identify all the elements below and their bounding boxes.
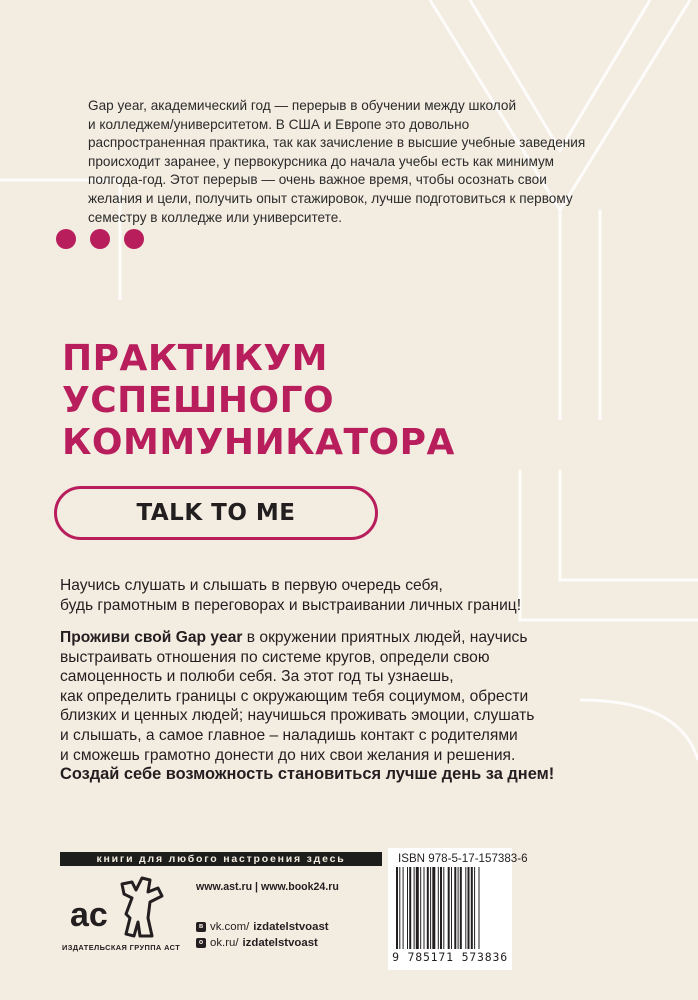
title-line: КОММУНИКАТОРА xyxy=(62,422,455,463)
ast-logo-icon xyxy=(62,874,170,940)
paragraph-first-line xyxy=(60,628,650,648)
dot-icon xyxy=(56,229,76,249)
barcode-bar xyxy=(414,867,415,949)
intro-line: Gap year, академический год — перерыв в обучении между школой xyxy=(88,98,517,113)
barcode-bar xyxy=(460,867,462,949)
paragraph-1 xyxy=(60,576,650,615)
barcode-bar xyxy=(471,867,473,949)
footer-slogan-strip: книги для любого настроения здесь xyxy=(60,852,382,866)
paragraph-line: и слышать, а самое главное – наладишь контакт с родителями xyxy=(60,726,518,744)
vk-prefix: vk.com/ xyxy=(210,921,250,933)
ok-handle: izdatelstvoast xyxy=(242,937,318,949)
barcode-bar xyxy=(416,867,419,949)
barcode-bar xyxy=(432,867,435,949)
intro-line: семестру в колледже или университете. xyxy=(88,209,343,225)
barcode-bar xyxy=(443,867,444,949)
paragraph-line: близких и ценных людей; научишься проживать эмоции, слушать xyxy=(60,707,535,725)
ok-icon: о xyxy=(196,938,206,948)
vk-link[interactable] xyxy=(196,921,329,933)
paragraph-line: будь грамотным в переговорах и выстраивании личных границ! xyxy=(60,596,522,614)
paragraph-line: Научись слушать и слышать в первую очередь себя, xyxy=(60,577,443,594)
paragraph-line-rest: в окружении приятных людей, научись xyxy=(242,629,528,646)
barcode-bar xyxy=(403,867,404,949)
intro-line: желания и цели, получить опыт стажировок, лучше подготовиться к первому xyxy=(88,190,573,206)
barcode-bar xyxy=(448,867,450,949)
barcode-digits: 9 785171 573836 xyxy=(392,950,508,964)
paragraph-2 xyxy=(60,628,650,765)
intro-line: полгода-год. Этот перерыв — очень важное время, чтобы осознать свои xyxy=(88,172,547,188)
book-title xyxy=(62,338,455,464)
barcode-bar xyxy=(399,867,400,949)
barcode-bar xyxy=(465,867,466,949)
barcode-bar xyxy=(420,867,421,949)
intro-line: происходит заранее, у первокурсника до начала учебы есть как минимум xyxy=(88,153,554,169)
paragraph-line: выстраивать отношения по системе кругов, определи свою xyxy=(60,648,490,666)
paragraph-line: как определить границы с окружающим тебя социумом, обрести xyxy=(60,687,529,705)
intro-text xyxy=(88,97,608,227)
barcode-bar xyxy=(427,867,429,949)
decorative-dots xyxy=(56,229,144,249)
barcode-bar xyxy=(440,867,442,949)
ok-link[interactable] xyxy=(196,937,318,949)
isbn-text: ISBN 978-5-17-157383-6 xyxy=(398,852,528,865)
paragraph-lead: Проживи свой Gap year xyxy=(60,629,243,646)
dot-icon xyxy=(90,229,110,249)
websites-link[interactable]: www.ast.ru | www.book24.ru xyxy=(196,881,339,893)
dot-icon xyxy=(124,229,144,249)
barcode-bar xyxy=(396,867,398,949)
intro-line: распространенная практика, так как зачисление в высшие учебные заведения xyxy=(88,135,586,151)
barcode-bar xyxy=(479,867,480,949)
ok-prefix: ok.ru/ xyxy=(210,937,239,949)
barcode-bar xyxy=(409,867,411,949)
barcode-bar xyxy=(454,867,456,949)
subtitle-pill: TALK TO ME xyxy=(54,486,378,540)
barcode-bar xyxy=(438,867,439,949)
title-line: ПРАКТИКУМ xyxy=(62,338,328,379)
barcode-bar xyxy=(468,867,470,949)
intro-line: и колледжем/университетом. В США и Европе это довольно xyxy=(88,116,470,132)
barcode-bar xyxy=(424,867,425,949)
title-line: УСПЕШНОГО xyxy=(62,380,335,421)
call-to-action: Создай себе возможность становиться лучше день за днем! xyxy=(60,765,555,783)
vk-icon: в xyxy=(196,922,206,932)
barcode-bar xyxy=(407,867,408,949)
barcode-bar xyxy=(430,867,431,949)
publisher-name: ИЗДАТЕЛЬСКАЯ ГРУППА АСТ xyxy=(62,943,181,952)
barcode-bar xyxy=(451,867,452,949)
paragraph-line: самоценность и полюби себя. За этот год ты узнаешь, xyxy=(60,668,454,686)
logo-text: ac xyxy=(70,896,108,934)
vk-handle: izdatelstvoast xyxy=(253,921,329,933)
barcode-bar xyxy=(474,867,475,949)
barcode xyxy=(394,867,506,949)
paragraph-line: и сможешь грамотно донести до них свои желания и решения. xyxy=(60,746,516,764)
barcode-bar xyxy=(458,867,459,949)
